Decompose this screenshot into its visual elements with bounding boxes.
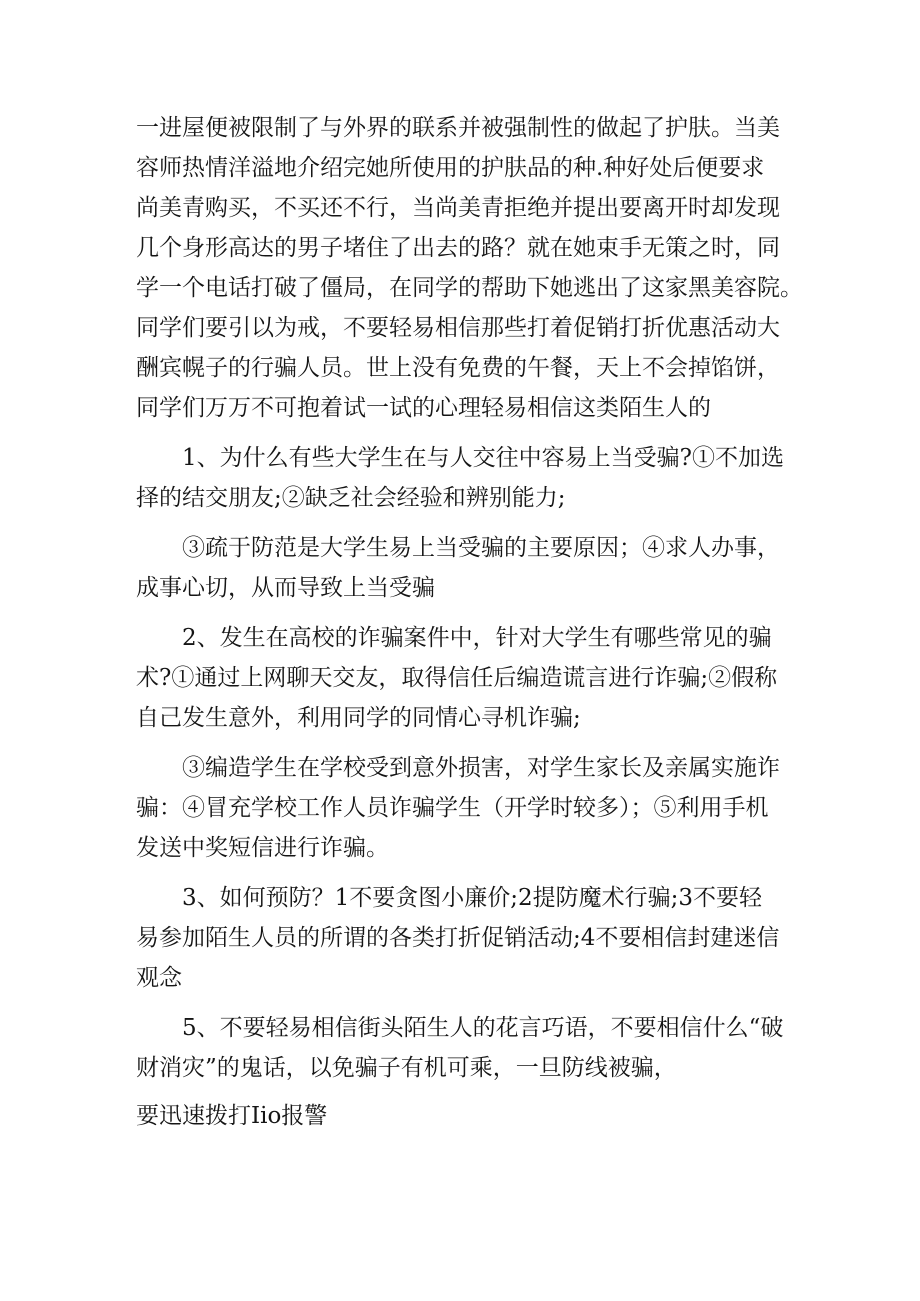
text-line: 酬宾幌子的行骗人员。世上没有免费的午餐，天上不会掉馅饼，	[136, 355, 780, 381]
text-line: 1、为什么有些大学生在与人交往中容易上当受骗?①不加选	[182, 445, 784, 471]
document-body	[136, 108, 803, 1136]
paragraph-question-5	[136, 1008, 796, 1088]
text-line: 术?①通过上网聊天交友，取得信任后编造谎言进行诈骗;②假称	[136, 665, 778, 691]
text-line: 3、如何预防？1不要贪图小廉价;2提防魔术行骗;3不要轻	[182, 885, 763, 911]
text-line: 观念	[136, 965, 182, 991]
text-line: 骗：④冒充学校工作人员诈骗学生（开学时较多）；⑤利用手机	[136, 795, 769, 821]
paragraph-question-2-cont	[136, 748, 796, 868]
paragraph-report-police	[136, 1096, 796, 1136]
text-line: 尚美青购买，不买还不行，当尚美青拒绝并提出要离开时却发现	[136, 195, 780, 221]
text-line: 成事心切，从而导致上当受骗	[136, 575, 435, 601]
text-line: ③编造学生在学校受到意外损害，对学生家长及亲属实施诈	[182, 755, 780, 781]
text-line: 择的结交朋友;②缺乏社会经验和辨别能力;	[136, 485, 566, 511]
paragraph-incident-story	[136, 108, 803, 428]
text-line: 同学们万万不可抱着试一试的心理轻易相信这类陌生人的	[136, 395, 711, 421]
paragraph-question-1	[136, 438, 796, 518]
text-line: 容师热情洋溢地介绍完她所使用的护肤品的种.种好处后便要求	[136, 155, 765, 181]
text-line: 发送中奖短信进行诈骗。	[136, 835, 389, 861]
paragraph-question-3	[136, 878, 796, 998]
paragraph-question-1-cont	[136, 528, 796, 608]
text-line: 几个身形高达的男子堵住了出去的路？就在她束手无策之时，同	[136, 235, 780, 261]
text-line: 一进屋便被限制了与外界的联系并被强制性的做起了护肤。当美	[136, 115, 780, 141]
text-line: 财消灾”的鬼话，以免骗子有机可乘，一旦防线被骗，	[136, 1055, 677, 1081]
text-line: 2、发生在高校的诈骗案件中，针对大学生有哪些常见的骗	[182, 625, 772, 651]
text-line: ③疏于防范是大学生易上当受骗的主要原因；④求人办事，	[182, 535, 780, 561]
paragraph-question-2	[136, 618, 796, 738]
text-line: 要迅速拨打Iio报警	[136, 1103, 328, 1129]
text-line: 易参加陌生人员的所谓的各类打折促销活动;4不要相信封建迷信	[136, 925, 780, 951]
text-line: 学一个电话打破了僵局，在同学的帮助下她逃出了这家黑美容院。	[136, 275, 803, 301]
text-line: 同学们要引以为戒，不要轻易相信那些打着促销打折优惠活动大	[136, 315, 780, 341]
text-line: 自己发生意外，利用同学的同情心寻机诈骗;	[136, 705, 581, 731]
text-line: 5、不要轻易相信街头陌生人的花言巧语，不要相信什么“破	[182, 1015, 784, 1041]
